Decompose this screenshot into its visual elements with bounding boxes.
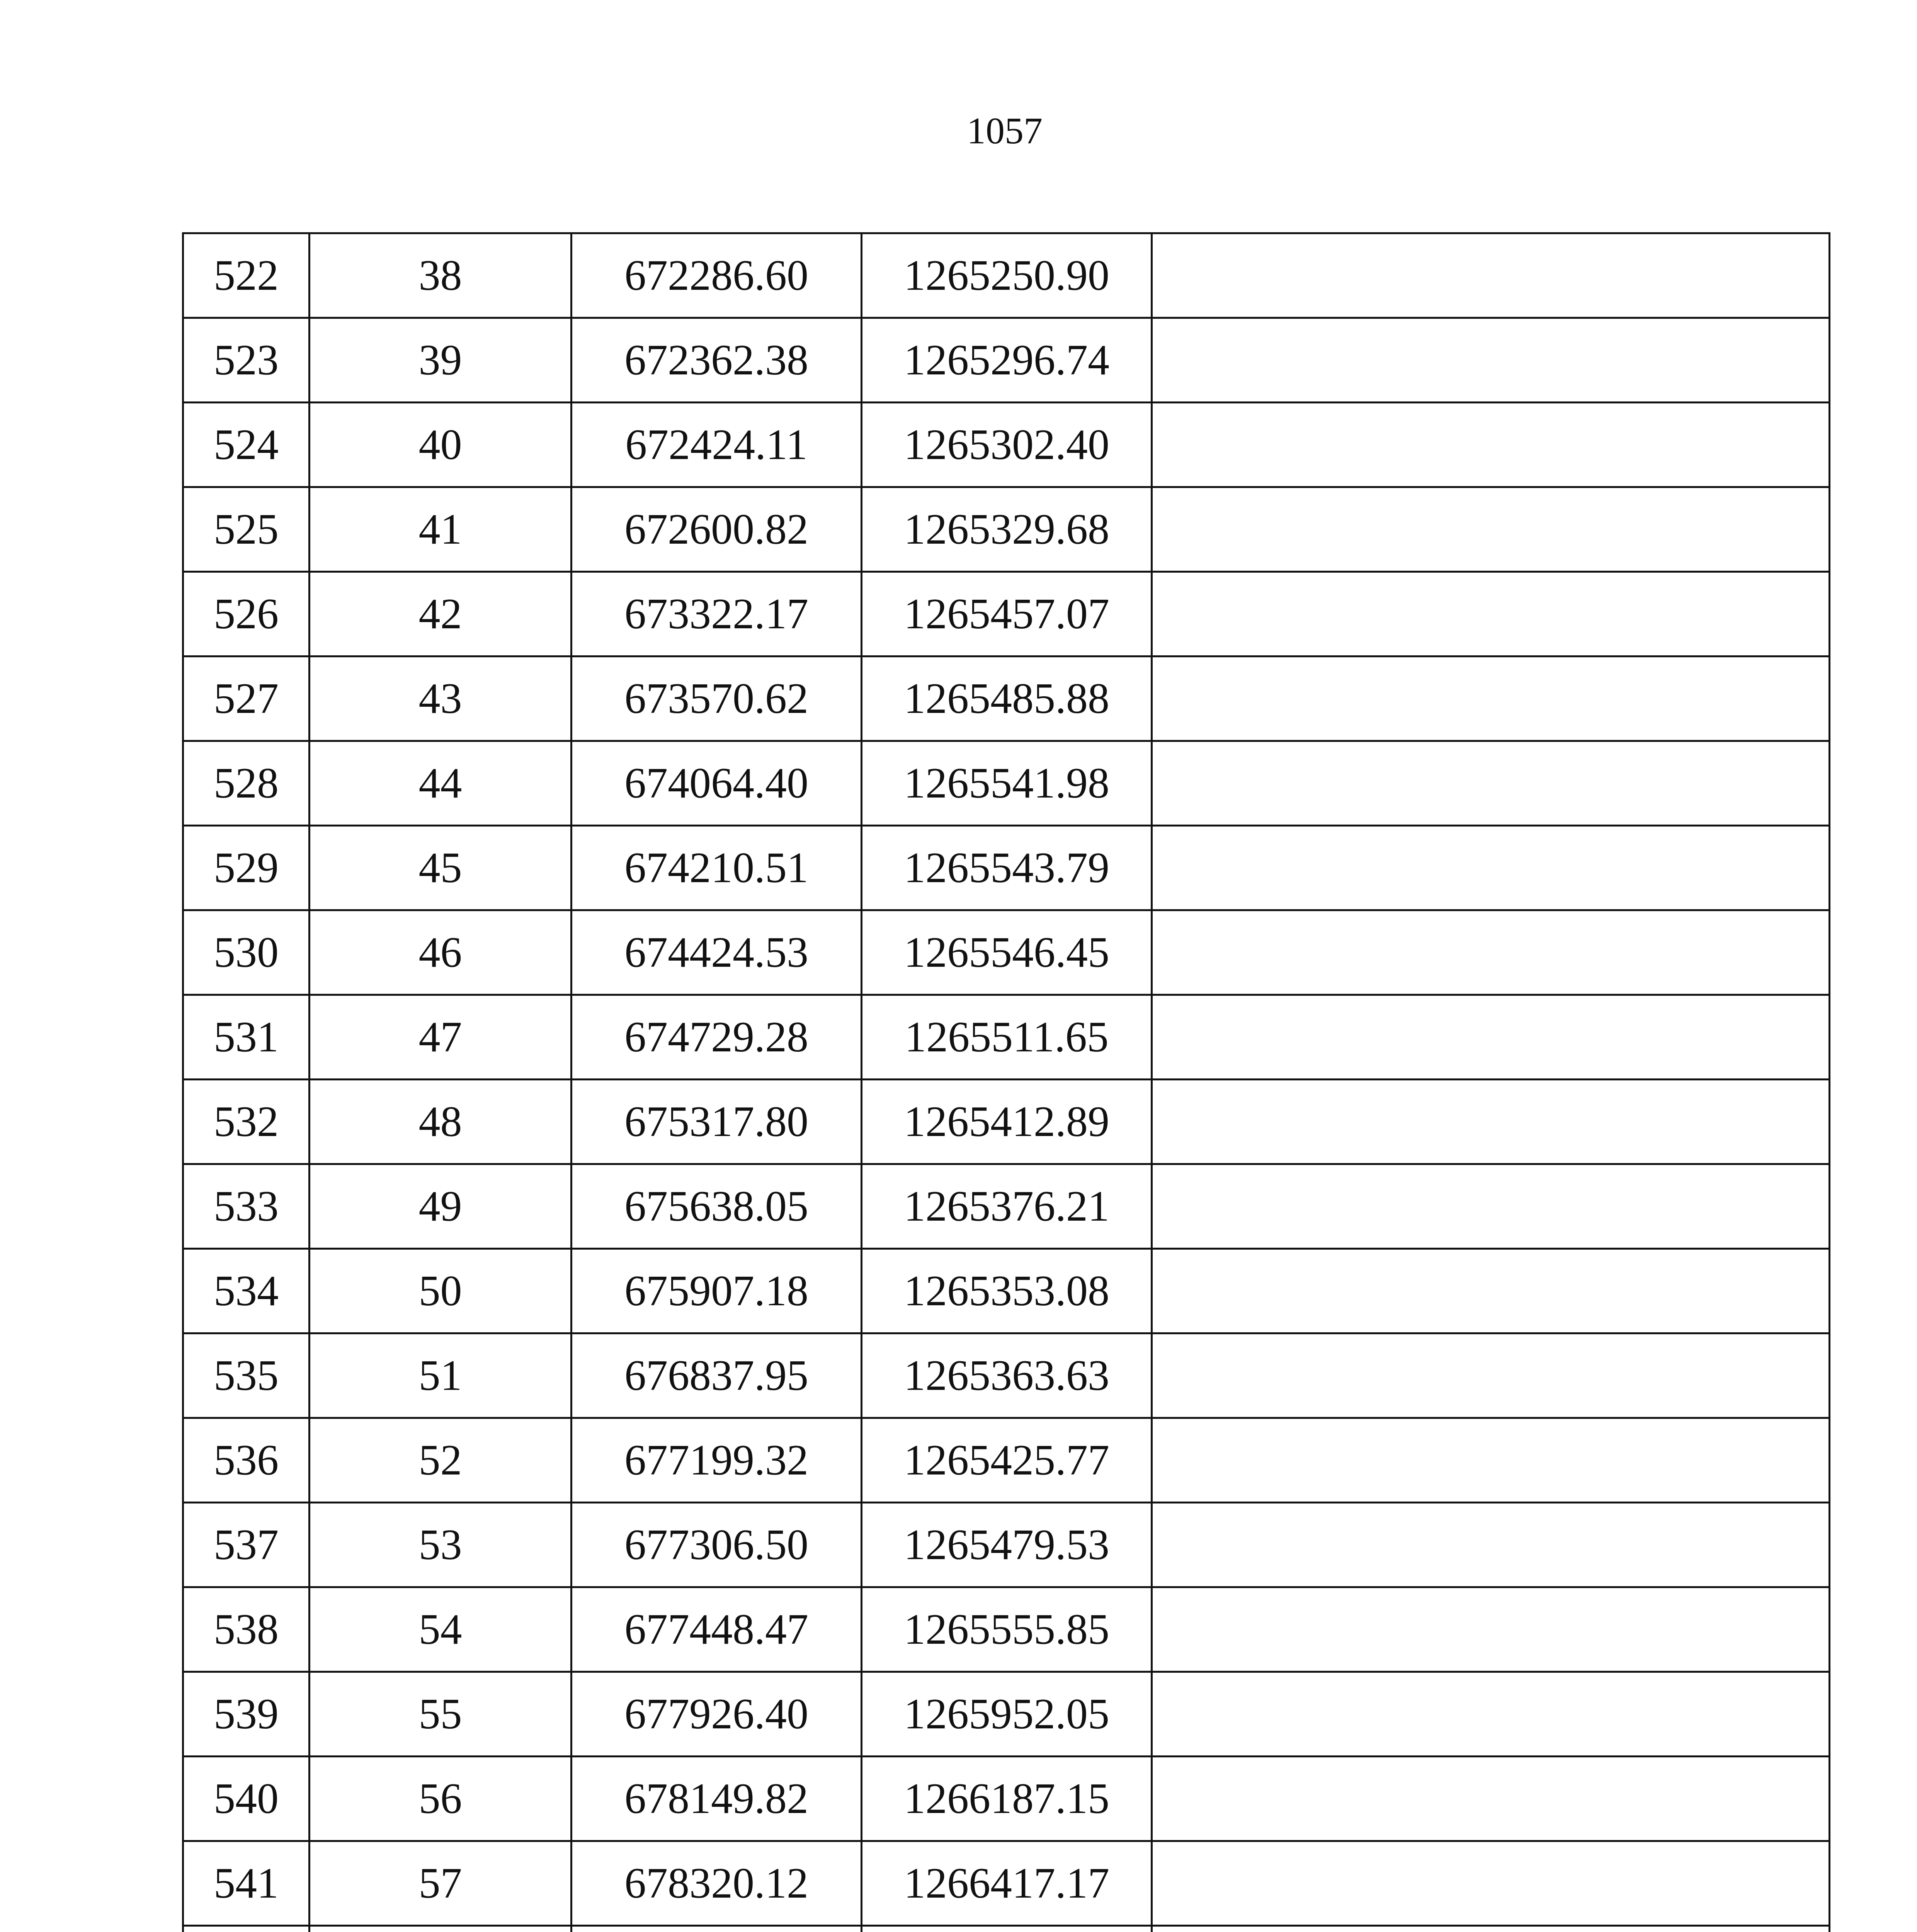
point-number-cell: 43 <box>310 656 572 741</box>
point-number-cell: 54 <box>310 1587 572 1672</box>
x-coordinate-cell: 675317.80 <box>572 1080 862 1164</box>
y-coordinate-cell: 1265250.90 <box>862 233 1152 318</box>
x-coordinate-cell: 672362.38 <box>572 318 862 403</box>
table-row <box>183 1164 1830 1249</box>
y-coordinate-cell: 1265363.63 <box>862 1333 1152 1418</box>
x-coordinate-cell: 674064.40 <box>572 741 862 826</box>
note-cell <box>1152 741 1830 826</box>
point-number-cell: 56 <box>310 1757 572 1841</box>
y-coordinate-cell: 1265546.45 <box>862 910 1152 995</box>
x-coordinate-cell: 672424.11 <box>572 403 862 487</box>
note-cell <box>1152 656 1830 741</box>
note-cell <box>1152 1841 1830 1926</box>
table-row <box>183 1672 1830 1757</box>
x-coordinate-cell: 677926.40 <box>572 1672 862 1757</box>
table-row <box>183 318 1830 403</box>
point-number-cell: 57 <box>310 1841 572 1926</box>
row-index-cell: 525 <box>183 487 310 572</box>
x-coordinate-cell <box>572 1926 862 1932</box>
point-number-cell: 50 <box>310 1249 572 1333</box>
x-coordinate-cell: 674729.28 <box>572 995 862 1080</box>
table-row <box>183 1503 1830 1587</box>
note-cell <box>1152 487 1830 572</box>
x-coordinate-cell: 677306.50 <box>572 1503 862 1587</box>
row-index-cell: 529 <box>183 826 310 910</box>
point-number-cell: 49 <box>310 1164 572 1249</box>
point-number-cell: 55 <box>310 1672 572 1757</box>
point-number-cell: 44 <box>310 741 572 826</box>
note-cell <box>1152 995 1830 1080</box>
note-cell <box>1152 1926 1830 1932</box>
row-index-cell: 537 <box>183 1503 310 1587</box>
x-coordinate-cell: 674424.53 <box>572 910 862 995</box>
point-number-cell: 47 <box>310 995 572 1080</box>
y-coordinate-cell: 1265457.07 <box>862 572 1152 656</box>
table-row <box>183 1587 1830 1672</box>
row-index-cell: 536 <box>183 1418 310 1503</box>
row-index-cell: 534 <box>183 1249 310 1333</box>
note-cell <box>1152 1333 1830 1418</box>
y-coordinate-cell: 1265425.77 <box>862 1418 1152 1503</box>
table-row <box>183 233 1830 318</box>
table-row <box>183 1926 1830 1932</box>
row-index-cell: 540 <box>183 1757 310 1841</box>
row-index-cell: 531 <box>183 995 310 1080</box>
note-cell <box>1152 1418 1830 1503</box>
x-coordinate-cell: 677199.32 <box>572 1418 862 1503</box>
table-row <box>183 1418 1830 1503</box>
point-number-cell: 38 <box>310 233 572 318</box>
point-number-cell: 52 <box>310 1418 572 1503</box>
y-coordinate-cell <box>862 1926 1152 1932</box>
y-coordinate-cell: 1265555.85 <box>862 1587 1152 1672</box>
x-coordinate-cell: 672286.60 <box>572 233 862 318</box>
x-coordinate-cell: 673322.17 <box>572 572 862 656</box>
row-index-cell: 533 <box>183 1164 310 1249</box>
table-row <box>183 1249 1830 1333</box>
point-number-cell: 53 <box>310 1503 572 1587</box>
table-row <box>183 403 1830 487</box>
row-index-cell: 523 <box>183 318 310 403</box>
x-coordinate-cell: 676837.95 <box>572 1333 862 1418</box>
row-index-cell: 532 <box>183 1080 310 1164</box>
table-row <box>183 1333 1830 1418</box>
note-cell <box>1152 1164 1830 1249</box>
point-number-cell: 46 <box>310 910 572 995</box>
point-number-cell: 45 <box>310 826 572 910</box>
note-cell <box>1152 403 1830 487</box>
row-index-cell: 535 <box>183 1333 310 1418</box>
x-coordinate-cell: 675907.18 <box>572 1249 862 1333</box>
page-number: 1057 <box>967 110 1043 152</box>
table-row <box>183 741 1830 826</box>
note-cell <box>1152 1249 1830 1333</box>
table-row <box>183 826 1830 910</box>
y-coordinate-cell: 1265511.65 <box>862 995 1152 1080</box>
y-coordinate-cell: 1265541.98 <box>862 741 1152 826</box>
y-coordinate-cell: 1265952.05 <box>862 1672 1152 1757</box>
table-row <box>183 995 1830 1080</box>
table-row <box>183 656 1830 741</box>
row-index-cell: 527 <box>183 656 310 741</box>
row-index-cell: 526 <box>183 572 310 656</box>
y-coordinate-cell: 1266417.17 <box>862 1841 1152 1926</box>
row-index-cell: 522 <box>183 233 310 318</box>
note-cell <box>1152 1757 1830 1841</box>
row-index-cell: 524 <box>183 403 310 487</box>
table-row <box>183 487 1830 572</box>
coordinate-table-body <box>183 233 1830 1932</box>
row-index-cell: 530 <box>183 910 310 995</box>
table-row <box>183 1080 1830 1164</box>
x-coordinate-cell: 678320.12 <box>572 1841 862 1926</box>
note-cell <box>1152 1080 1830 1164</box>
x-coordinate-cell: 672600.82 <box>572 487 862 572</box>
row-index-cell: 539 <box>183 1672 310 1757</box>
point-number-cell: 41 <box>310 487 572 572</box>
y-coordinate-cell: 1265412.89 <box>862 1080 1152 1164</box>
row-index-cell <box>183 1926 310 1932</box>
y-coordinate-cell: 1265479.53 <box>862 1503 1152 1587</box>
x-coordinate-cell: 678149.82 <box>572 1757 862 1841</box>
note-cell <box>1152 910 1830 995</box>
note-cell <box>1152 826 1830 910</box>
note-cell <box>1152 1503 1830 1587</box>
x-coordinate-cell: 675638.05 <box>572 1164 862 1249</box>
note-cell <box>1152 1587 1830 1672</box>
table-row <box>183 572 1830 656</box>
point-number-cell: 40 <box>310 403 572 487</box>
point-number-cell: 48 <box>310 1080 572 1164</box>
note-cell <box>1152 572 1830 656</box>
table-row <box>183 910 1830 995</box>
x-coordinate-cell: 674210.51 <box>572 826 862 910</box>
point-number-cell <box>310 1926 572 1932</box>
y-coordinate-cell: 1266187.15 <box>862 1757 1152 1841</box>
row-index-cell: 538 <box>183 1587 310 1672</box>
x-coordinate-cell: 677448.47 <box>572 1587 862 1672</box>
point-number-cell: 39 <box>310 318 572 403</box>
y-coordinate-cell: 1265353.08 <box>862 1249 1152 1333</box>
table-row <box>183 1841 1830 1926</box>
coordinate-table <box>182 232 1830 1932</box>
y-coordinate-cell: 1265302.40 <box>862 403 1152 487</box>
y-coordinate-cell: 1265329.68 <box>862 487 1152 572</box>
point-number-cell: 51 <box>310 1333 572 1418</box>
note-cell <box>1152 318 1830 403</box>
note-cell <box>1152 1672 1830 1757</box>
y-coordinate-cell: 1265296.74 <box>862 318 1152 403</box>
note-cell <box>1152 233 1830 318</box>
x-coordinate-cell: 673570.62 <box>572 656 862 741</box>
y-coordinate-cell: 1265543.79 <box>862 826 1152 910</box>
point-number-cell: 42 <box>310 572 572 656</box>
y-coordinate-cell: 1265376.21 <box>862 1164 1152 1249</box>
row-index-cell: 528 <box>183 741 310 826</box>
table-row <box>183 1757 1830 1841</box>
row-index-cell: 541 <box>183 1841 310 1926</box>
y-coordinate-cell: 1265485.88 <box>862 656 1152 741</box>
